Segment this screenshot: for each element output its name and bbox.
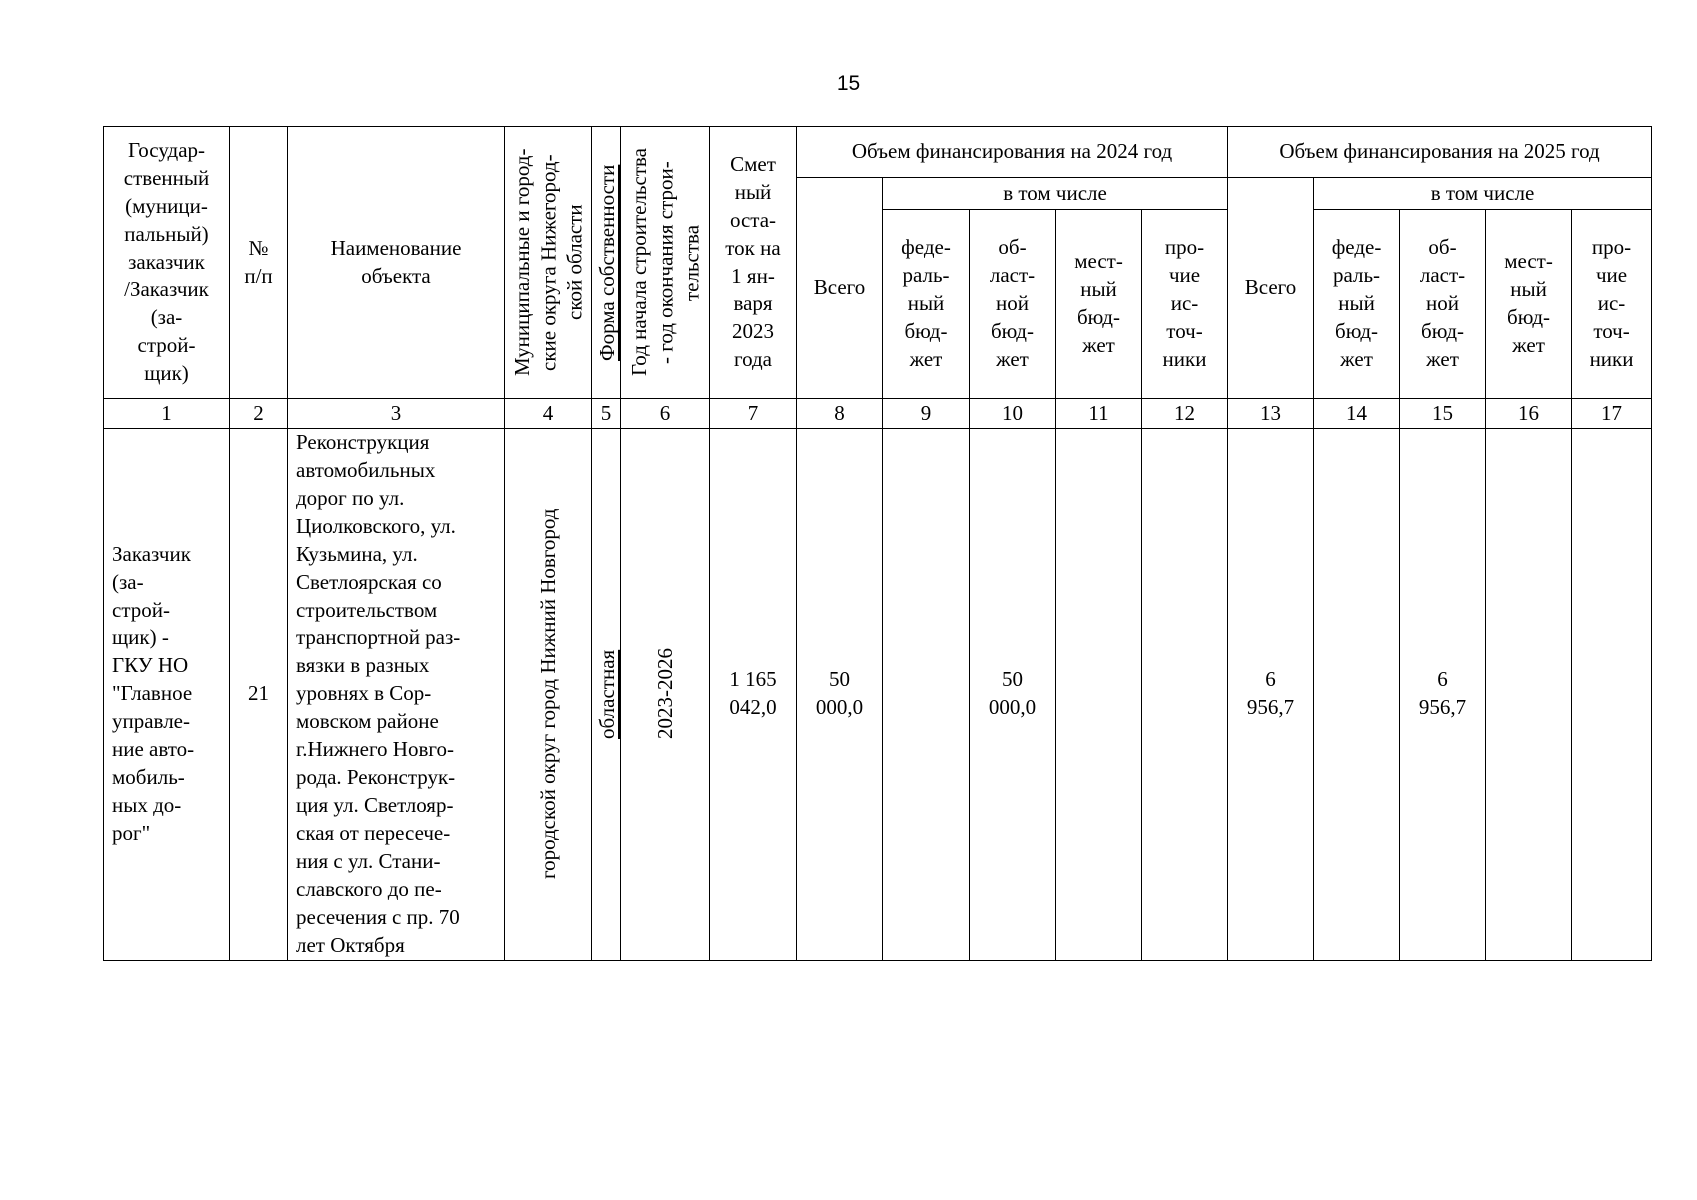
header-2024-federal: феде- раль- ный бюд- жет [883, 210, 970, 399]
header-2024-local: мест- ный бюд- жет [1056, 210, 1142, 399]
header-construction-years [621, 127, 710, 399]
header-2025-regional: об- ласт- ной бюд- жет [1400, 210, 1486, 399]
row-municipal-text: городской округ город Нижний Новгород [535, 509, 560, 880]
column-number: 9 [883, 399, 970, 429]
header-object-name: Наименование объекта [288, 127, 505, 399]
header-municipal-district [505, 127, 592, 399]
column-number: 6 [621, 399, 710, 429]
column-number: 13 [1228, 399, 1314, 429]
column-number: 12 [1142, 399, 1228, 429]
header-2024-including: в том числе [883, 178, 1228, 210]
header-2025-other: про- чие ис- точ- ники [1572, 210, 1652, 399]
row-municipal-district [505, 429, 592, 961]
row-2025-local [1486, 429, 1572, 961]
table-row [104, 429, 1652, 961]
row-2025-federal [1314, 429, 1400, 961]
row-estimated-balance: 1 165 042,0 [710, 429, 797, 961]
column-number: 4 [505, 399, 592, 429]
header-2025-total: Всего [1228, 178, 1314, 399]
header-ownership-text: Форма собственности [595, 164, 619, 361]
column-number: 7 [710, 399, 797, 429]
header-customer: Государ- ственный (муници- пальный) заказчик /Заказчик (за- строй- щик) [104, 127, 230, 399]
header-row-number: № п/п [230, 127, 288, 399]
header-2025-federal: феде- раль- ный бюд- жет [1314, 210, 1400, 399]
column-number: 3 [288, 399, 505, 429]
column-number: 17 [1572, 399, 1652, 429]
page-number: 15 [836, 72, 861, 95]
row-construction-years [621, 429, 710, 961]
column-number: 16 [1486, 399, 1572, 429]
row-number: 21 [230, 429, 288, 961]
row-ownership-text: областная [595, 649, 619, 739]
header-2024-total: Всего [797, 178, 883, 399]
header-2025-including: в том числе [1314, 178, 1652, 210]
row-2024-total: 50 000,0 [797, 429, 883, 961]
column-number: 11 [1056, 399, 1142, 429]
header-municipal-text: Муниципальные и город- ские округа Нижегород- ской области [509, 148, 587, 377]
column-number-row [104, 399, 1652, 429]
column-number: 14 [1314, 399, 1400, 429]
header-2024-regional: об- ласт- ной бюд- жет [970, 210, 1056, 399]
row-2024-other [1142, 429, 1228, 961]
column-number: 15 [1400, 399, 1486, 429]
header-financing-2024: Объем финансирования на 2024 год [797, 127, 1228, 178]
financing-table [103, 126, 1652, 961]
header-row-1 [104, 127, 1652, 178]
header-years-text: Год начала строительства - год окончания строи- тельства [626, 148, 704, 377]
column-number: 5 [592, 399, 621, 429]
header-estimated-balance: Смет ный оста- ток на 1 ян- варя 2023 года [710, 127, 797, 399]
column-number: 2 [230, 399, 288, 429]
column-number: 8 [797, 399, 883, 429]
row-2025-total: 6 956,7 [1228, 429, 1314, 961]
row-object-name: Реконструкция автомобильных дорог по ул. Циолковского, ул. Кузьмина, ул. Светлоярская со строительством транспортной раз- вязки в разных уровнях в Сор- мовском районе г.Нижнего Новго- рода. Реконструк- ция ул. Светлояр- ская от пересече- ния с ул. Стани- славского до пе- ресечения с пр. 70 лет Октября [288, 429, 505, 961]
row-2024-regional: 50 000,0 [970, 429, 1056, 961]
column-number: 10 [970, 399, 1056, 429]
row-2024-local [1056, 429, 1142, 961]
row-ownership-form [592, 429, 621, 961]
header-ownership-form [592, 127, 621, 399]
header-financing-2025: Объем финансирования на 2025 год [1228, 127, 1652, 178]
row-2025-regional: 6 956,7 [1400, 429, 1486, 961]
row-2025-other [1572, 429, 1652, 961]
row-years-text: 2023-2026 [652, 648, 677, 740]
row-2024-federal [883, 429, 970, 961]
column-number: 1 [104, 399, 230, 429]
header-2025-local: мест- ный бюд- жет [1486, 210, 1572, 399]
header-2024-other: про- чие ис- точ- ники [1142, 210, 1228, 399]
row-customer: Заказчик (за- строй- щик) - ГКУ НО "Главное управле- ние авто- мобиль- ных до- рог" [104, 429, 230, 961]
